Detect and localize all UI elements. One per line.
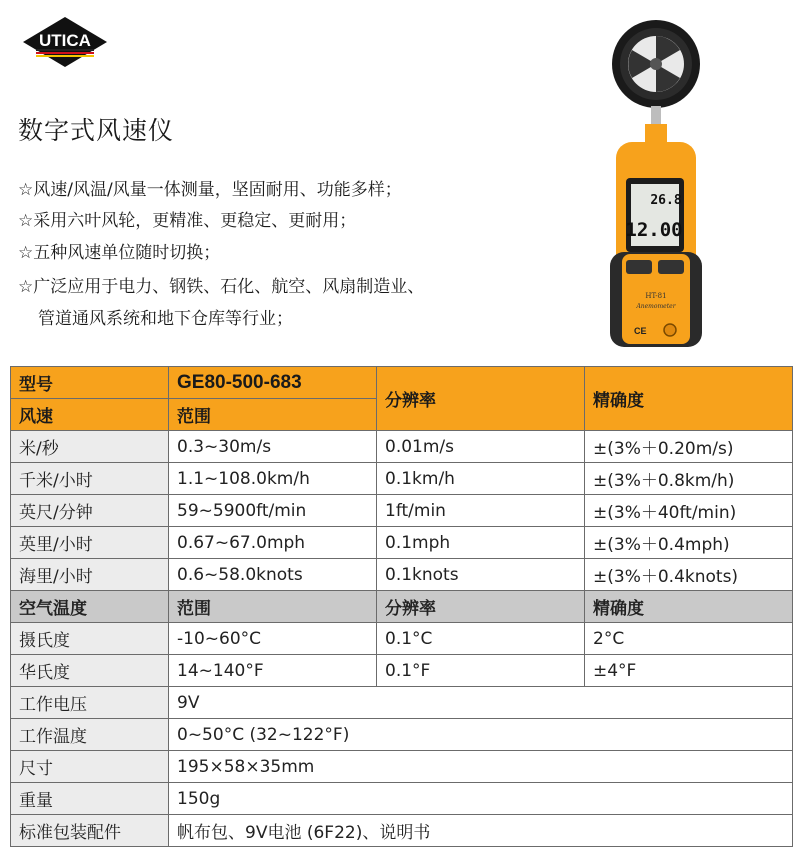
air-temp-label: 空气温度 bbox=[11, 591, 169, 623]
spec-value: 9V bbox=[169, 687, 793, 719]
resolution-cell: 0.1knots bbox=[377, 559, 585, 591]
unit-cell: 摄氏度 bbox=[11, 623, 169, 655]
device-type: Anemometer bbox=[636, 303, 676, 310]
table-row bbox=[11, 815, 793, 847]
table-row bbox=[11, 431, 793, 463]
range-cell: -10~60°C bbox=[169, 623, 377, 655]
lcd-main: 12.00 bbox=[625, 219, 683, 241]
spec-value: 195×58×35mm bbox=[169, 751, 793, 783]
anemometer-image bbox=[596, 12, 716, 350]
unit-cell: 海里/小时 bbox=[11, 559, 169, 591]
accuracy-cell: 2°C bbox=[585, 623, 793, 655]
table-row bbox=[11, 527, 793, 559]
accuracy-cell: ±(3%＋0.4knots) bbox=[585, 559, 793, 591]
resolution-cell: 0.01m/s bbox=[377, 431, 585, 463]
table-row bbox=[11, 495, 793, 527]
temp-range-header: 范围 bbox=[169, 591, 377, 623]
unit-cell: 英里/小时 bbox=[11, 527, 169, 559]
feature-4: ☆广泛应用于电力、钢铁、石化、航空、风扇制造业、 bbox=[18, 277, 425, 297]
table-row bbox=[11, 719, 793, 751]
spec-table bbox=[10, 366, 793, 847]
ce-mark: CE bbox=[634, 326, 647, 336]
accuracy-cell: ±4°F bbox=[585, 655, 793, 687]
table-row bbox=[11, 623, 793, 655]
device-model: HT-81 bbox=[645, 292, 667, 300]
unit-cell: 千米/小时 bbox=[11, 463, 169, 495]
accuracy-cell: ±(3%＋0.20m/s) bbox=[585, 431, 793, 463]
accuracy-cell: ±(3%＋0.8km/h) bbox=[585, 463, 793, 495]
resolution-cell: 1ft/min bbox=[377, 495, 585, 527]
temp-resolution-header: 分辨率 bbox=[377, 591, 585, 623]
spec-label: 尺寸 bbox=[11, 751, 169, 783]
unit-cell: 英尺/分钟 bbox=[11, 495, 169, 527]
unit-cell: 华氏度 bbox=[11, 655, 169, 687]
range-cell: 14~140°F bbox=[169, 655, 377, 687]
model-label: 型号 bbox=[11, 367, 169, 399]
spec-label: 工作温度 bbox=[11, 719, 169, 751]
brand-name: UTICA bbox=[39, 31, 91, 50]
spec-label: 工作电压 bbox=[11, 687, 169, 719]
range-cell: 59~5900ft/min bbox=[169, 495, 377, 527]
range-cell: 0.67~67.0mph bbox=[169, 527, 377, 559]
resolution-cell: 0.1mph bbox=[377, 527, 585, 559]
accuracy-cell: ±(3%＋0.4mph) bbox=[585, 527, 793, 559]
table-row bbox=[11, 559, 793, 591]
page-title: 数字式风速仪 bbox=[18, 116, 175, 145]
feature-4-cont: 管道通风系统和地下仓库等行业； bbox=[38, 309, 293, 329]
range-cell: 0.6~58.0knots bbox=[169, 559, 377, 591]
resolution-cell: 0.1°F bbox=[377, 655, 585, 687]
model-value: GE80-500-683 bbox=[169, 367, 377, 399]
table-row bbox=[11, 367, 793, 399]
range-cell: 0.3~30m/s bbox=[169, 431, 377, 463]
unit-cell: 米/秒 bbox=[11, 431, 169, 463]
table-row bbox=[11, 783, 793, 815]
feature-2: ☆采用六叶风轮，更精准、更稳定、更耐用； bbox=[18, 211, 357, 231]
resolution-cell: 0.1°C bbox=[377, 623, 585, 655]
spec-label: 重量 bbox=[11, 783, 169, 815]
accuracy-header: 精确度 bbox=[585, 367, 793, 431]
temp-accuracy-header: 精确度 bbox=[585, 591, 793, 623]
wind-speed-label: 风速 bbox=[11, 399, 169, 431]
resolution-cell: 0.1km/h bbox=[377, 463, 585, 495]
range-cell: 1.1~108.0km/h bbox=[169, 463, 377, 495]
lcd-top: 26.8 bbox=[650, 193, 682, 208]
range-header: 范围 bbox=[169, 399, 377, 431]
brand-logo bbox=[22, 16, 108, 68]
feature-1: ☆风速/风温/风量一体测量，坚固耐用、功能多样； bbox=[18, 180, 402, 200]
resolution-header: 分辨率 bbox=[377, 367, 585, 431]
spec-value: 0~50°C (32~122°F) bbox=[169, 719, 793, 751]
spec-label: 标准包装配件 bbox=[11, 815, 169, 847]
table-row bbox=[11, 655, 793, 687]
table-row bbox=[11, 591, 793, 623]
spec-value: 帆布包、9V电池 (6F22)、说明书 bbox=[169, 815, 793, 847]
spec-value: 150g bbox=[169, 783, 793, 815]
accuracy-cell: ±(3%＋40ft/min) bbox=[585, 495, 793, 527]
table-row bbox=[11, 463, 793, 495]
feature-3: ☆五种风速单位随时切换； bbox=[18, 243, 221, 263]
table-row bbox=[11, 687, 793, 719]
table-row bbox=[11, 751, 793, 783]
